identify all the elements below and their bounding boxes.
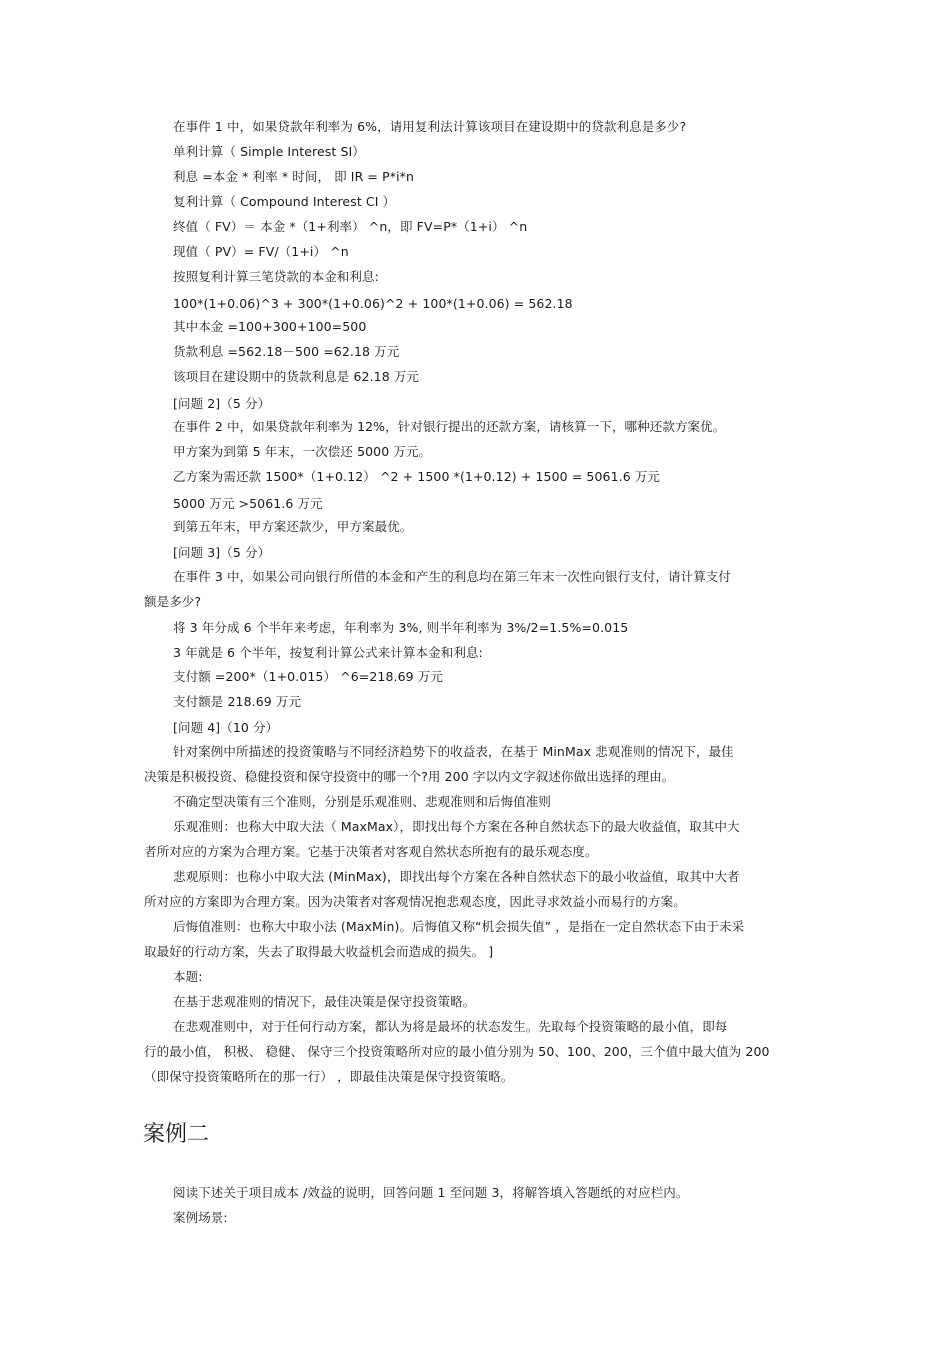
question-heading: [问题 2]（5 分） — [173, 396, 271, 411]
paragraph-line: 在事件 2 中，如果贷款年利率为 12%，针对银行提出的还款方案，请核算一下，哪种还款方案优。 — [173, 419, 726, 434]
question-heading: [问题 4]（10 分） — [173, 720, 279, 735]
paragraph-line: 3 年就是 6 个半年，按复利计算公式来计算本金和利息: — [173, 645, 483, 660]
paragraph-line: 复利计算（ Compound Interest CI ） — [173, 194, 396, 209]
paragraph-line: 5000 万元 >5061.6 万元 — [173, 496, 323, 511]
paragraph-line: 额是多少? — [144, 594, 202, 609]
paragraph-line: 利息 =本金 * 利率 * 时间， 即 IR = P*i*n — [173, 169, 415, 184]
paragraph-line: 取最好的行动方案，失去了取得最大收益机会而造成的损失。 ] — [144, 944, 494, 959]
paragraph-line: 针对案例中所描述的投资策略与不同经济趋势下的收益表，在基于 MinMax 悲观准则的情况下，最佳 — [173, 744, 734, 759]
paragraph-line: 甲方案为到第 5 年末，一次偿还 5000 万元。 — [173, 444, 432, 459]
paragraph-line: 到第五年末，甲方案还款少，甲方案最优。 — [173, 519, 413, 534]
paragraph-line: 终值（ FV）＝ 本金 *（1+利率） ^n，即 FV=P*（1+i） ^n — [173, 219, 528, 234]
paragraph-line: 决策是积极投资、稳健投资和保守投资中的哪一个?用 200 字以内文字叙述你做出选择的理由。 — [144, 769, 675, 784]
paragraph-line: 100*(1+0.06)^3 + 300*(1+0.06)^2 + 100*(1+0.06) = 562.18 — [173, 296, 573, 311]
paragraph-line: 乐观准则：也称大中取大法（ MaxMax），即找出每个方案在各种自然状态下的最大收益值，取其中大 — [173, 819, 740, 834]
paragraph-line: 在悲观准则中，对于任何行动方案，都认为将是最坏的状态发生。先取每个投资策略的最小值，即每 — [173, 1019, 728, 1034]
paragraph-line: 单利计算（ Simple Interest SI） — [173, 144, 365, 159]
paragraph-line: 悲观原则：也称小中取大法 (MinMax)，即找出每个方案在各种自然状态下的最小收益值，取其中大者 — [173, 869, 740, 884]
paragraph-line: 本题: — [173, 969, 203, 984]
paragraph-line: 者所对应的方案为合理方案。它基于决策者对客观自然状态所抱有的最乐观态度。 — [144, 844, 598, 859]
paragraph-line: 支付额是 218.69 万元 — [173, 694, 302, 709]
paragraph-line: 现值（ PV）= FV/（1+i） ^n — [173, 244, 349, 259]
question-heading: [问题 3]（5 分） — [173, 545, 271, 560]
paragraph-line: 案例场景: — [173, 1210, 228, 1225]
paragraph-line: 后悔值准则：也称大中取小法 (MaxMin)。后悔值又称“机会损失值” ，是指在一定自然状态下由于未采 — [173, 919, 745, 934]
paragraph-line: 所对应的方案即为合理方案。因为决策者对客观情况抱悲观态度，因此寻求效益小而易行的方案。 — [144, 894, 686, 909]
paragraph-line: 按照复利计算三笔贷款的本金和利息: — [173, 269, 379, 284]
paragraph-line: 行的最小值， 积极、 稳健、 保守三个投资策略所对应的最小值分别为 50、100、200，三个值中最大值为 200 — [144, 1044, 770, 1059]
paragraph-line: 其中本金 =100+300+100=500 — [173, 319, 367, 334]
section-title: 案例二 — [143, 1122, 210, 1147]
paragraph-line: 在事件 3 中，如果公司向银行所借的本金和产生的利息均在第三年末一次性向银行支付，请计算支付 — [173, 569, 732, 584]
paragraph-line: 该项目在建设期中的货款利息是 62.18 万元 — [173, 369, 420, 384]
paragraph-line: 在事件 1 中，如果贷款年利率为 6%，请用复利法计算该项目在建设期中的贷款利息是多少? — [173, 119, 687, 134]
paragraph-line: 支付额 =200*（1+0.015） ^6=218.69 万元 — [173, 669, 443, 684]
paragraph-line: 在基于悲观准则的情况下，最佳决策是保守投资策略。 — [173, 994, 476, 1009]
paragraph-line: （即保守投资策略所在的那一行） ，即最佳决策是保守投资策略。 — [144, 1069, 514, 1084]
paragraph-line: 不确定型决策有三个准则，分别是乐观准则、悲观准则和后悔值准则 — [173, 794, 552, 809]
paragraph-line: 乙方案为需还款 1500*（1+0.12） ^2 + 1500 *(1+0.12) + 1500 = 5061.6 万元 — [173, 469, 661, 484]
paragraph-line: 货款利息 =562.18－500 =62.18 万元 — [173, 344, 400, 359]
paragraph-line: 阅读下述关于项目成本 /效益的说明，回答问题 1 至问题 3，将解答填入答题纸的对应栏内。 — [173, 1185, 689, 1200]
paragraph-line: 将 3 年分成 6 个半年来考虑，年利率为 3%, 则半年利率为 3%/2=1.5%=0.015 — [173, 620, 629, 635]
